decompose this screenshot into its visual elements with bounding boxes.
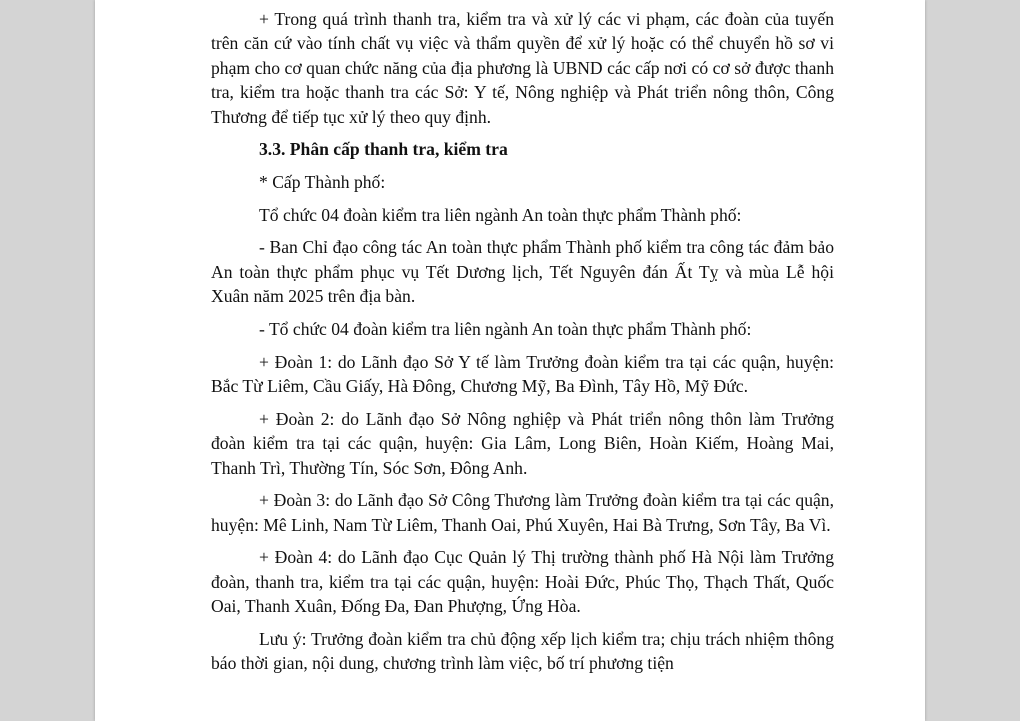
- paragraph-team-3: + Đoàn 3: do Lãnh đạo Sở Công Thương làm Trưởng đoàn kiểm tra tại các quận, huyện: Mê Linh, Nam Từ Liêm, Thanh Oai, Phú Xuyên, Hai Bà Trưng, Sơn Tây, Ba Vì.: [211, 490, 834, 535]
- paragraph-team-2: + Đoàn 2: do Lãnh đạo Sở Nông nghiệp và Phát triển nông thôn làm Trưởng đoàn kiểm tra tại các quận, huyện: Gia Lâm, Long Biên, Hoàn Kiếm, Hoàng Mai, Thanh Trì, Thường Tín, Sóc Sơn, Đông Anh.: [211, 408, 834, 478]
- document-body: [211, 7, 834, 684]
- document-page: [95, 0, 925, 721]
- paragraph-team-4: + Đoàn 4: do Lãnh đạo Cục Quản lý Thị trường thành phố Hà Nội làm Trưởng đoàn, thanh tra, kiểm tra tại các quận, huyện: Hoài Đức, Phúc Thọ, Thạch Thất, Quốc Oai, Thanh Xuân, Đống Đa, Đan Phượng, Ứng Hòa.: [211, 547, 834, 617]
- paragraph-team-1: + Đoàn 1: do Lãnh đạo Sở Y tế làm Trưởng đoàn kiểm tra tại các quận, huyện: Bắc Từ Liêm, Cầu Giấy, Hà Đông, Chương Mỹ, Ba Đình, Tây Hồ, Mỹ Đức.: [211, 351, 834, 397]
- section-heading: 3.3. Phân cấp thanh tra, kiểm tra: [259, 139, 508, 160]
- paragraph-steering-committee: - Ban Chỉ đạo công tác An toàn thực phẩm Thành phố kiểm tra công tác đảm bảo An toàn thực phẩm phục vụ Tết Dương lịch, Tết Nguyên đán Ất Tỵ và mùa Lễ hội Xuân năm 2025 trên địa bàn.: [211, 237, 834, 307]
- paragraph-organize-teams: - Tổ chức 04 đoàn kiểm tra liên ngành An toàn thực phẩm Thành phố:: [259, 318, 752, 339]
- paragraph-city-level: * Cấp Thành phố:: [259, 172, 386, 193]
- paragraph-four-teams: Tổ chức 04 đoàn kiểm tra liên ngành An toàn thực phẩm Thành phố:: [259, 204, 742, 225]
- paragraph-note: Lưu ý: Trưởng đoàn kiểm tra chủ động xếp lịch kiểm tra; chịu trách nhiệm thông báo thời gian, nội dung, chương trình làm việc, bố trí phương tiện: [211, 628, 834, 674]
- paragraph-inspection-handling: + Trong quá trình thanh tra, kiểm tra và xử lý các vi phạm, các đoàn của tuyến trên căn cứ vào tính chất vụ việc và thẩm quyền để xử lý hoặc có thể chuyển hồ sơ vi phạm cho cơ quan chức năng của địa phương là UBND các cấp nơi có cơ sở được thanh tra, kiểm tra hoặc thanh tra các Sở: Y tế, Nông nghiệp và Phát triển nông thôn, Công Thương để tiếp tục xử lý theo quy định.: [211, 9, 834, 127]
